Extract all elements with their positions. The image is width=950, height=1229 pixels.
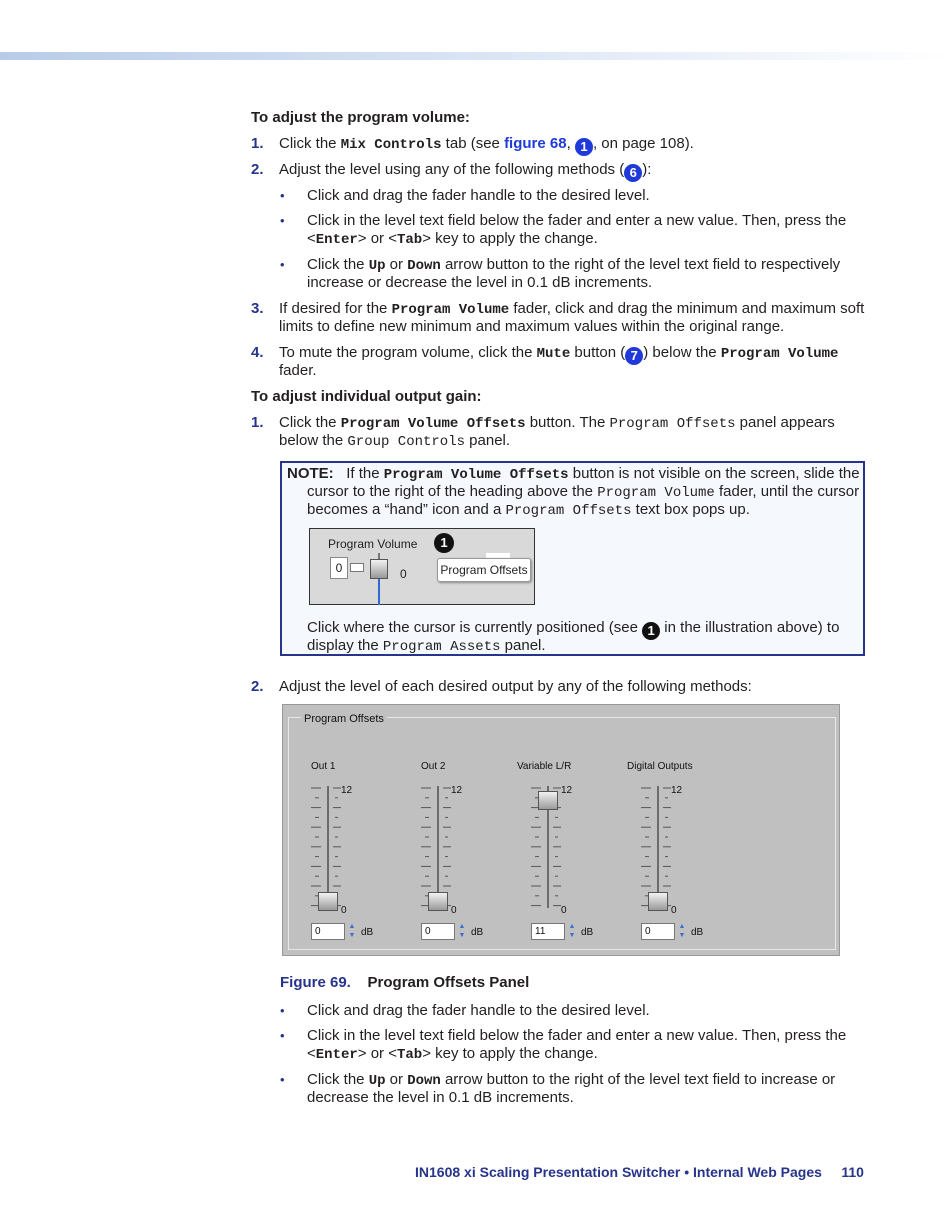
level-text-field[interactable]: 0: [641, 923, 675, 940]
up-down-arrow-icon[interactable]: ▲ ▼: [568, 923, 576, 939]
bullet-text: Click in the level text field below the fader and enter a new value. Then, press the: [307, 212, 847, 229]
callout-badge: 1: [575, 138, 593, 156]
channel-4: [627, 758, 751, 939]
step-number: 4.: [251, 344, 264, 361]
screenshot-title: Program Volume: [328, 537, 418, 551]
bullet-text: <Enter> or <Tab> key to apply the change.: [307, 1045, 598, 1063]
program-volume-screenshot: [309, 528, 535, 605]
fader-handle[interactable]: [538, 791, 558, 810]
bullet-text: Click and drag the fader handle to the desired level.: [307, 187, 650, 204]
bullet-mark: •: [280, 1003, 285, 1018]
step-text: limits to define new minimum and maximum values within the original range.: [279, 318, 785, 335]
scale-max-label: 12: [561, 785, 573, 796]
channel-label: Digital Outputs: [627, 761, 693, 772]
heading-output-gain: To adjust individual output gain:: [251, 388, 482, 405]
note-text: becomes a “hand” icon and a Program Offsets text box pops up.: [307, 501, 750, 519]
step-number: 1.: [251, 414, 264, 431]
fader-handle[interactable]: [428, 892, 448, 911]
step-text: To mute the program volume, click the Mute button ( 7 ) below the Program Volume: [279, 344, 839, 363]
fader-handle[interactable]: [370, 559, 388, 579]
bullet-text: Click the Up or Down arrow button to the right of the level text field to increase or: [307, 1071, 836, 1089]
scale-max-label: 12: [451, 785, 463, 796]
level-text-field[interactable]: 0: [311, 923, 345, 940]
channel-label: Variable L/R: [517, 761, 572, 772]
step-text: below the Group Controls panel.: [279, 432, 511, 450]
bullet-text: increase or decrease the level in 0.1 dB increments.: [307, 274, 653, 291]
unit-label: dB: [361, 927, 374, 938]
bullet-mark: •: [280, 257, 285, 272]
channel-3: [517, 758, 641, 939]
level-text-field[interactable]: 0: [421, 923, 455, 940]
scale-min-label: 0: [671, 905, 677, 916]
fader-fill: [378, 579, 380, 605]
step-text: fader.: [279, 362, 317, 379]
figure-68-link[interactable]: figure 68: [504, 135, 567, 152]
callout-badge: 1: [434, 533, 454, 553]
callout-badge: 7: [625, 347, 643, 365]
bullet-mark: •: [280, 213, 285, 228]
up-down-arrow-icon[interactable]: ▲ ▼: [678, 923, 686, 939]
footer-title: IN1608 xi Scaling Presentation Switcher • Internal Web Pages: [415, 1164, 822, 1180]
fader-scale: [311, 786, 351, 908]
up-down-arrow-icon[interactable]: ▲ ▼: [458, 923, 466, 939]
step-number: 2.: [251, 678, 264, 695]
unit-label: dB: [691, 927, 704, 938]
level-text-field[interactable]: 11: [531, 923, 565, 940]
fader-handle[interactable]: [648, 892, 668, 911]
fader-scale: [641, 786, 681, 908]
fader-track: [437, 786, 439, 908]
bullet-mark: •: [280, 188, 285, 203]
channel-label: Out 2: [421, 761, 446, 772]
note-text: NOTE: If the Program Volume Offsets button is not visible on the screen, slide the: [287, 465, 860, 483]
up-down-arrow-icon[interactable]: ▲ ▼: [348, 923, 356, 939]
step-text: Click the Program Volume Offsets button. The Program Offsets panel appears: [279, 414, 835, 432]
fader-track: [657, 786, 659, 908]
channel-1: [311, 758, 421, 938]
bullet-text: Click in the level text field below the fader and enter a new value. Then, press the: [307, 1027, 847, 1044]
volume-value-box[interactable]: 0: [330, 557, 348, 579]
page-number: 110: [841, 1164, 864, 1180]
callout-badge: 1: [642, 622, 660, 640]
program-offsets-popup[interactable]: Program Offsets: [437, 558, 531, 582]
note-text: Click where the cursor is currently positioned (see 1 in the illustration above) to: [307, 619, 840, 638]
bullet-text: Click and drag the fader handle to the desired level.: [307, 1002, 650, 1019]
unit-label: dB: [471, 927, 484, 938]
scale-min-label: 0: [451, 905, 457, 916]
callout-badge: 6: [624, 164, 642, 182]
program-offsets-panel: [282, 704, 840, 956]
fader-track: [327, 786, 329, 908]
step-text: Adjust the level of each desired output by any of the following methods:: [279, 678, 752, 695]
step-number: 1.: [251, 135, 264, 152]
bullet-mark: •: [280, 1028, 285, 1043]
page-footer: [415, 1163, 864, 1181]
scale-min-label: 0: [341, 905, 347, 916]
channel-label: Out 1: [311, 761, 336, 772]
program-offsets-group: [288, 713, 836, 950]
scale-max-label: 12: [341, 785, 353, 796]
step-text: Click the Mix Controls tab (see figure 68, 1 , on page 108).: [279, 135, 694, 154]
heading-program-volume: To adjust the program volume:: [251, 109, 470, 126]
header-band: [0, 52, 950, 60]
fader-min-label: 0: [400, 567, 407, 581]
note-label: NOTE:: [287, 465, 334, 482]
note-text: display the Program Assets panel.: [307, 637, 546, 655]
bullet-text: Click the Up or Down arrow button to the right of the level text field to respectively: [307, 256, 841, 274]
bullet-mark: •: [280, 1072, 285, 1087]
fader-scale: [421, 786, 461, 908]
step-text: Adjust the level using any of the following methods ( 6 ):: [279, 161, 652, 180]
mute-indicator: [350, 563, 364, 572]
step-number: 3.: [251, 300, 264, 317]
figure-caption: Figure 69. Program Offsets Panel: [280, 974, 530, 991]
bullet-text: decrease the level in 0.1 dB increments.: [307, 1089, 574, 1106]
note-text: cursor to the right of the heading above the Program Volume fader, until the cursor: [307, 483, 860, 501]
scale-max-label: 12: [671, 785, 683, 796]
unit-label: dB: [581, 927, 594, 938]
bullet-text: <Enter> or <Tab> key to apply the change.: [307, 230, 598, 248]
step-text: If desired for the Program Volume fader, click and drag the minimum and maximum soft: [279, 300, 865, 318]
step-number: 2.: [251, 161, 264, 178]
fader-handle[interactable]: [318, 892, 338, 911]
channel-2: [421, 758, 531, 938]
group-label: Program Offsets: [301, 710, 387, 728]
scale-min-label: 0: [561, 905, 567, 916]
